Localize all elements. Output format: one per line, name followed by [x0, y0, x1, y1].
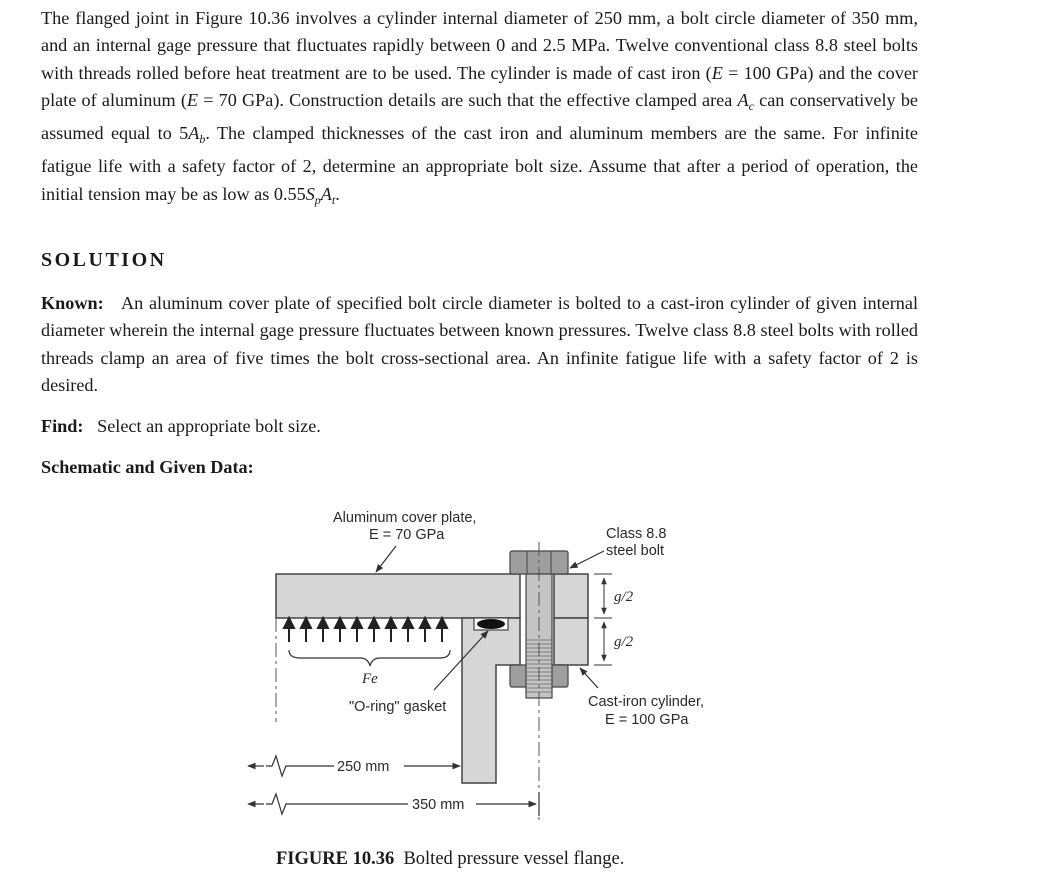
find-label: Find:	[41, 416, 84, 436]
dim-250-label: 250 mm	[337, 759, 390, 775]
gasket-label: "O-ring" gasket	[349, 699, 447, 715]
problem-statement	[41, 5, 918, 214]
cylinder-flange	[462, 618, 520, 783]
symbol-a: A	[320, 183, 332, 204]
g-half-top-label: g/2	[614, 589, 634, 605]
known-label: Known:	[41, 293, 104, 313]
dim-350-label: 350 mm	[412, 797, 465, 813]
find-text: Select an appropriate bolt size.	[97, 416, 321, 436]
cover-plate-label: Aluminum cover plate,	[333, 510, 477, 526]
g-half-bottom-label: g/2	[614, 634, 634, 650]
symbol-a: A	[188, 123, 200, 144]
find-section	[41, 413, 918, 440]
subscript-b: b	[199, 132, 206, 147]
symbol-e: E	[186, 89, 199, 110]
pressure-arrows	[284, 618, 447, 642]
problem-text: = 100 GPa) and the cover plate of aluminum (	[41, 62, 918, 110]
problem-text: = 70 GPa). Construction details are such that the effective clamped area	[198, 89, 738, 110]
known-section	[41, 290, 918, 399]
caption-text: Bolted pressure vessel flange.	[403, 849, 625, 869]
cylinder-label: Cast-iron cylinder,	[588, 694, 705, 710]
cylinder-modulus: E = 100 GPa	[605, 712, 689, 728]
bolt-label: Class 8.8	[606, 526, 667, 542]
o-ring-gasket	[477, 619, 505, 629]
schematic-heading: Schematic and Given Data:	[41, 457, 254, 477]
subscript-c: c	[748, 98, 754, 113]
flange-figure	[0, 490, 1045, 845]
figure-number: FIGURE 10.36	[276, 849, 395, 869]
subscript-t: t	[331, 192, 336, 207]
force-brace	[289, 650, 450, 666]
bolt-label-2: steel bolt	[606, 543, 665, 559]
problem-text: can conservatively be assumed equal to 5	[41, 89, 919, 144]
force-label: Fe	[362, 671, 378, 687]
break-symbol-250	[266, 756, 292, 776]
cover-plate	[276, 574, 520, 618]
symbol-e: E	[711, 62, 723, 83]
symbol-s: S	[305, 183, 315, 204]
cover-plate-right	[554, 574, 588, 618]
figure-caption	[276, 849, 624, 870]
flange-right	[554, 618, 588, 665]
symbol-a: A	[737, 89, 749, 110]
problem-text: .	[335, 183, 340, 204]
problem-text: . The clamped thicknesses of the cast iron and aluminum members are the same. For infinite fatigue life with a safety factor of 2, determine an appropriate bolt size. Assume that after a period of operation, the initial tension may be as low as 0.55	[41, 123, 918, 204]
subscript-p: p	[314, 192, 321, 207]
problem-text: The flanged joint in Figure 10.36 involves a cylinder internal diameter of 250 mm, a bolt circle diameter of 350 mm, and an internal gage pressure that fluctuates rapidly between 0 and 2.5 MPa. Twelve conventional class 8.8 steel bolts with threads rolled before heat treatment are to be used. The cylinder is made of cast iron (	[41, 8, 918, 83]
cover-plate-modulus: E = 70 GPa	[369, 527, 445, 543]
break-symbol-350	[266, 794, 292, 814]
solution-heading: SOLUTION	[41, 249, 167, 271]
known-text: An aluminum cover plate of specified bolt circle diameter is bolted to a cast-iron cylinder of given internal diameter wherein the internal gage pressure fluctuates between known pressures. Twelve class 8.8 steel bolts with rolled threads clamp an area of five times the bolt cross-sectional area. An infinite fatigue life with a safety factor of 2 is desired.	[41, 293, 918, 395]
